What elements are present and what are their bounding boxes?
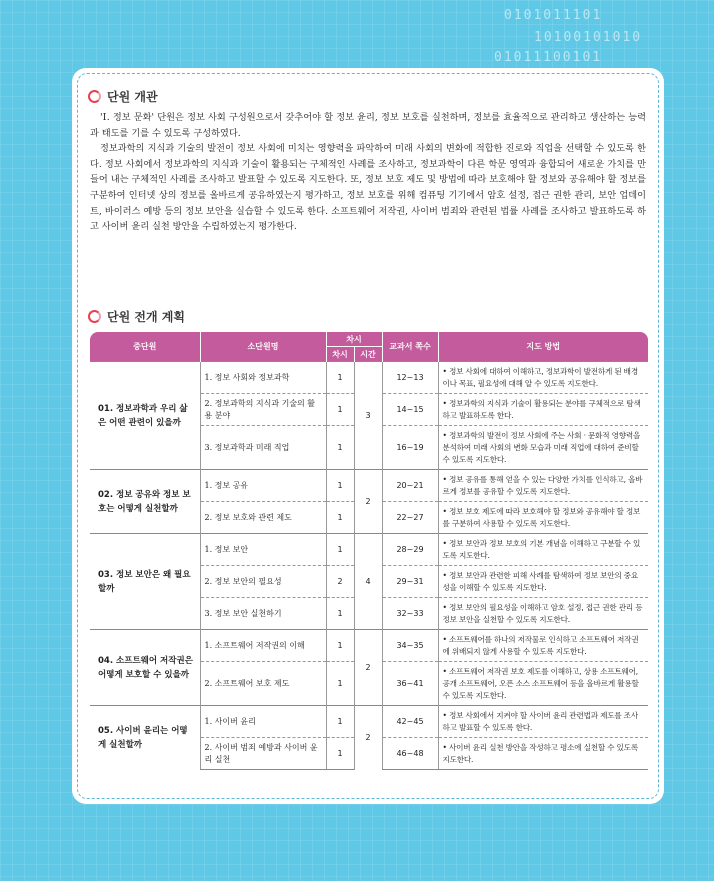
time-cell: 2 <box>354 706 382 770</box>
method-cell: • 소프트웨어를 하나의 저작물로 인식하고 소프트웨어 저작권에 위배되지 않게 사용할 수 있도록 지도한다. <box>438 630 648 662</box>
sub-cell: 3. 정보 보안 실천하기 <box>200 598 326 630</box>
sub-cell: 3. 정보과학과 미래 직업 <box>200 426 326 470</box>
ring-bullet-icon <box>88 310 101 323</box>
binary-decoration <box>474 0 674 70</box>
sub-cell: 2. 정보 보호와 관련 제도 <box>200 502 326 534</box>
time-cell: 2 <box>354 630 382 706</box>
period-cell: 1 <box>326 630 354 662</box>
pages-cell: 28~29 <box>382 534 438 566</box>
time-cell: 3 <box>354 362 382 470</box>
unit-cell: 03. 정보 보안은 왜 필요할까 <box>90 534 200 630</box>
sub-cell: 1. 정보 보안 <box>200 534 326 566</box>
table-row <box>90 534 648 566</box>
pages-cell: 29~31 <box>382 566 438 598</box>
sub-cell: 2. 소프트웨어 보호 제도 <box>200 662 326 706</box>
sub-cell: 2. 정보과학의 지식과 기술의 활용 분야 <box>200 394 326 426</box>
method-cell: • 소프트웨어 저작권 보호 제도를 이해하고, 상용 소프트웨어, 공개 소프트웨어, 오픈 소스 소프트웨어 등을 올바르게 활용할 수 있도록 지도한다. <box>438 662 648 706</box>
method-cell: • 정보 보호 제도에 따라 보호해야 할 정보와 공유해야 할 정보를 구분하여 사용할 수 있도록 지도한다. <box>438 502 648 534</box>
overview-text <box>90 110 646 235</box>
period-cell: 1 <box>326 470 354 502</box>
time-cell: 2 <box>354 470 382 534</box>
period-cell: 1 <box>326 662 354 706</box>
pages-cell: 16~19 <box>382 426 438 470</box>
overview-title: 단원 개관 <box>107 90 158 104</box>
unit-cell: 02. 정보 공유와 정보 보호는 어떻게 실천할까 <box>90 470 200 534</box>
method-cell: • 정보 공유를 통해 얻을 수 있는 다양한 가치를 인식하고, 올바르게 정보를 공유할 수 있도록 지도한다. <box>438 470 648 502</box>
period-cell: 2 <box>326 566 354 598</box>
period-cell: 1 <box>326 362 354 394</box>
unit-cell: 05. 사이버 윤리는 어떻게 실천할까 <box>90 706 200 770</box>
unit-cell: 01. 정보과학과 우리 삶은 어떤 관련이 있을까 <box>90 362 200 470</box>
pages-cell: 34~35 <box>382 630 438 662</box>
method-cell: • 정보 보안과 정보 보호의 기본 개념을 이해하고 구분할 수 있도록 지도한다. <box>438 534 648 566</box>
header-unit: 중단원 <box>90 332 200 362</box>
sub-cell: 2. 정보 보안의 필요성 <box>200 566 326 598</box>
method-cell: • 정보 보안과 관련한 피해 사례를 탐색하여 정보 보안의 중요성을 이해할 수 있도록 지도한다. <box>438 566 648 598</box>
period-cell: 1 <box>326 502 354 534</box>
pages-cell: 20~21 <box>382 470 438 502</box>
sub-cell: 2. 사이버 범죄 예방과 사이버 윤리 실천 <box>200 738 326 770</box>
pages-cell: 14~15 <box>382 394 438 426</box>
binary-text: 01011100101 <box>494 50 603 65</box>
plan-heading <box>88 308 185 325</box>
header-method: 지도 방법 <box>438 332 648 362</box>
method-cell: • 정보 사회에 대하여 이해하고, 정보과학이 발전하게 된 배경이나 목표, 필요성에 대해 알 수 있도록 지도한다. <box>438 362 648 394</box>
method-cell: • 정보 보안의 필요성을 이해하고 암호 설정, 접근 권한 관리 등 정보 보안을 실천할 수 있도록 지도한다. <box>438 598 648 630</box>
pages-cell: 42~45 <box>382 706 438 738</box>
overview-heading <box>88 88 158 105</box>
pages-cell: 46~48 <box>382 738 438 770</box>
period-cell: 1 <box>326 394 354 426</box>
sub-cell: 1. 정보 사회와 정보과학 <box>200 362 326 394</box>
pages-cell: 22~27 <box>382 502 438 534</box>
pages-cell: 12~13 <box>382 362 438 394</box>
period-cell: 1 <box>326 738 354 770</box>
overview-paragraph: 'Ⅰ. 정보 문화' 단원은 정보 사회 구성원으로서 갖추어야 할 정보 윤리, 정보 보호를 실천하며, 정보를 효율적으로 관리하고 생산하는 능력과 태도를 기를 수 있도록 구성하였다. <box>90 112 646 139</box>
table-row <box>90 706 648 738</box>
table-row <box>90 630 648 662</box>
unit-cell: 04. 소프트웨어 저작권은 어떻게 보호할 수 있을까 <box>90 630 200 706</box>
binary-text: 10100101010 <box>534 30 643 45</box>
binary-text: 0101011101 <box>504 8 603 23</box>
method-cell: • 사이버 윤리 실천 방안을 작성하고 평소에 실천할 수 있도록 지도한다. <box>438 738 648 770</box>
overview-paragraph: 정보과학의 지식과 기술의 발전이 정보 사회에 미치는 영향력을 파악하여 미래 사회의 변화에 적합한 진로와 직업을 선택할 수 있도록 한다. 정보 사회에서 정보과학의 지식과 기술이 활용되는 구체적인 사례를 조사하고, 정보과학이 다른 학문 영역과 융합되어 새로운 가치를 만들어 내는 구체적인 사례를 조사하고 발표할 수 있도록 지도한다. 또, 정보 보호 제도 및 방법에 따라 보호해야 할 정보와 공유해야 할 정보를 구분하여 인터넷 상의 정보를 올바르게 공유하였는지 평가하고, 정보 보호를 위해 컴퓨팅 기기에서 암호 설정, 접근 권한 관리, 보안 업데이트, 바이러스 예방 등의 정보 보안을 실습할 수 있도록 한다. 소프트웨어 저작권, 사이버 범죄와 관련된 법률 사례를 조사하고 발표하도록 하고 사이버 윤리 실천 방안을 수립하였는지 평가한다. <box>90 143 646 233</box>
sub-cell: 1. 사이버 윤리 <box>200 706 326 738</box>
method-cell: • 정보과학의 발전이 정보 사회에 주는 사회 · 문화적 영향력을 분석하여 미래 사회의 변화 모습과 미래 직업에 대하여 준비할 수 있도록 지도한다. <box>438 426 648 470</box>
period-cell: 1 <box>326 598 354 630</box>
header-period: 차시 <box>326 332 382 347</box>
header-period-sub: 차시 <box>326 347 354 362</box>
pages-cell: 36~41 <box>382 662 438 706</box>
time-cell: 4 <box>354 534 382 630</box>
header-sub: 소단원명 <box>200 332 326 362</box>
period-cell: 1 <box>326 426 354 470</box>
sub-cell: 1. 소프트웨어 저작권의 이해 <box>200 630 326 662</box>
period-cell: 1 <box>326 706 354 738</box>
pages-cell: 32~33 <box>382 598 438 630</box>
period-cell: 1 <box>326 534 354 566</box>
method-cell: • 정보 사회에서 지켜야 할 사이버 윤리 관련법과 제도를 조사하고 발표할 수 있도록 한다. <box>438 706 648 738</box>
table-row <box>90 470 648 502</box>
header-time: 시간 <box>354 347 382 362</box>
sub-cell: 1. 정보 공유 <box>200 470 326 502</box>
table-row <box>90 362 648 394</box>
header-pages: 교과서 쪽수 <box>382 332 438 362</box>
method-cell: • 정보과학의 지식과 기술이 활용되는 분야를 구체적으로 탐색하고 발표하도록 한다. <box>438 394 648 426</box>
ring-bullet-icon <box>88 90 101 103</box>
plan-title: 단원 전개 계획 <box>107 310 185 324</box>
unit-plan-table <box>90 332 648 770</box>
